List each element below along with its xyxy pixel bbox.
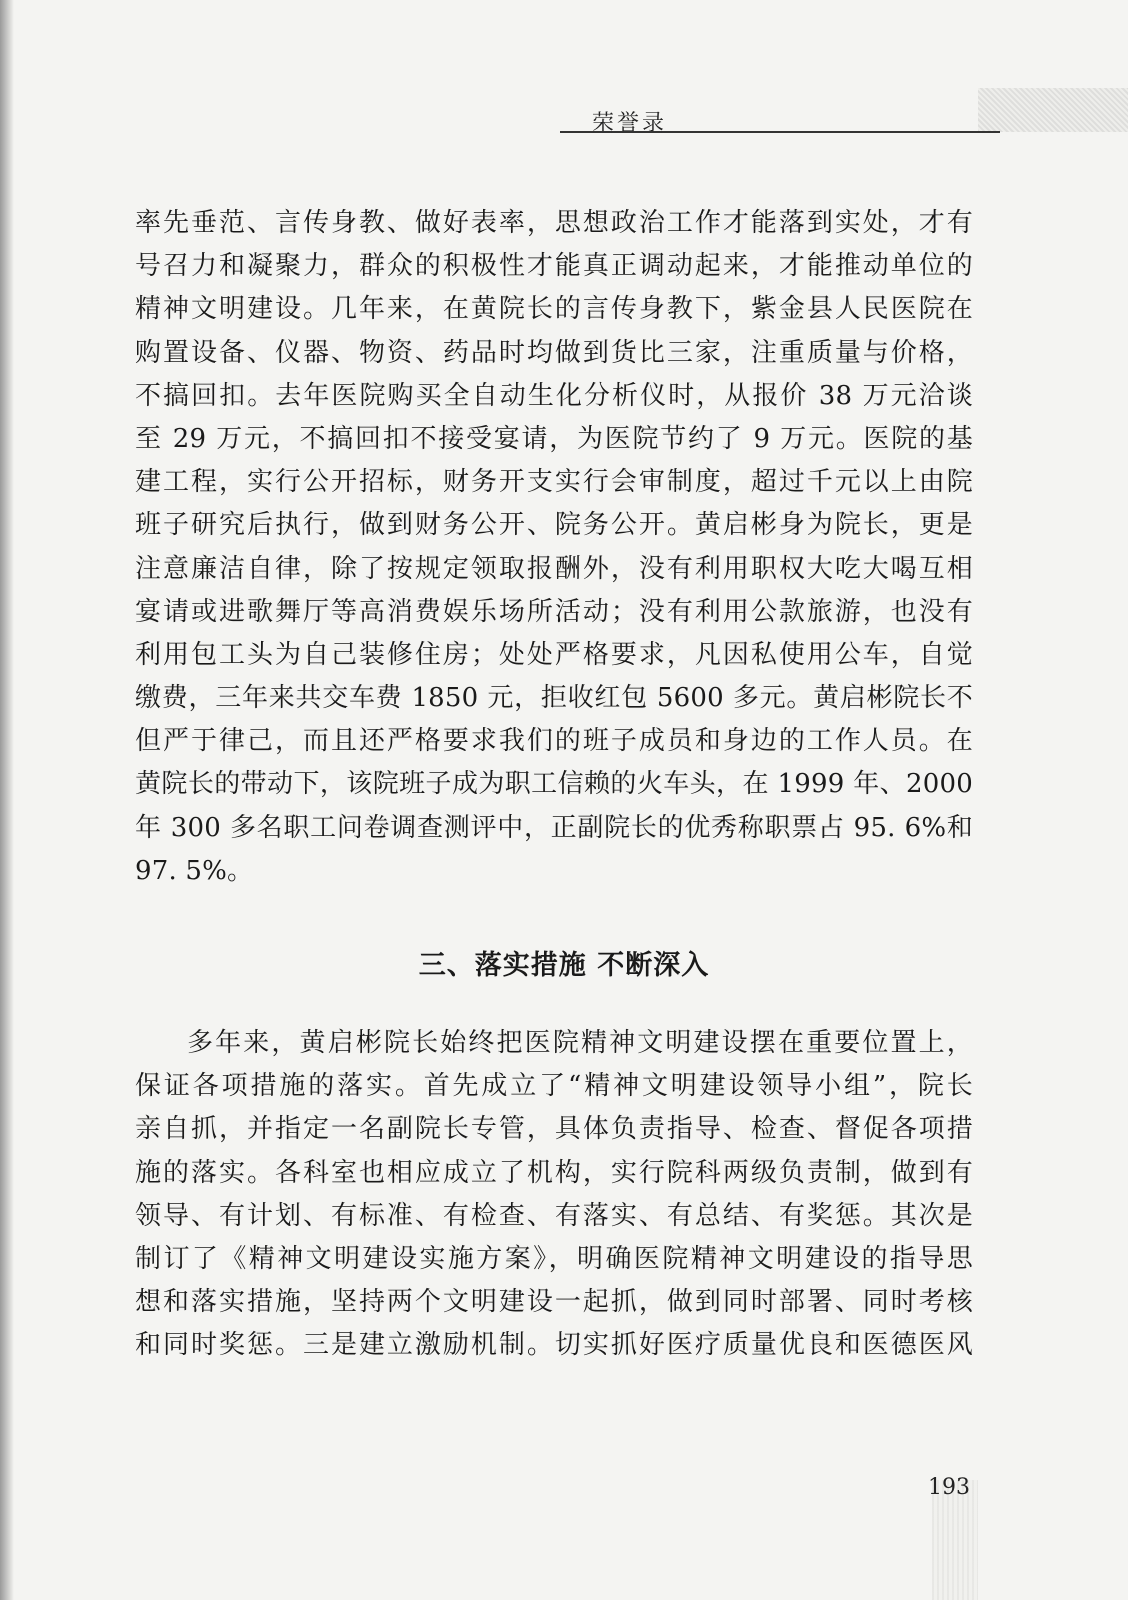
running-head: 荣誉录: [592, 111, 668, 136]
header-rule: [560, 131, 1000, 133]
text-line: 班子研究后执行，做到财务公开、院务公开。黄启彬身为院长，更是: [135, 510, 973, 541]
text-line: 率先垂范、言传身教、做好表率，思想政治工作才能落到实处，才有: [135, 208, 973, 238]
text-line: 建工程，实行公开招标，财务开支实行会审制度，超过千元以上由院: [135, 467, 973, 498]
text-line: 精神文明建设。几年来，在黄院长的言传身教下，紫金县人民医院在: [135, 294, 973, 325]
text-line: 领导、有计划、有标准、有检查、有落实、有总结、有奖惩。其次是: [135, 1200, 973, 1231]
text-line: 注意廉洁自律，除了按规定领取报酬外，没有利用职权大吃大喝互相: [135, 553, 973, 584]
text-line: 年 300 多名职工问卷调查测评中，正副院长的优秀称职票占 95. 6%和: [135, 812, 973, 843]
text-line: 宴请或进歌舞厅等高消费娱乐场所活动；没有利用公款旅游，也没有: [135, 596, 973, 627]
text-line: 号召力和凝聚力，群众的积极性才能真正调动起来，才能推动单位的: [135, 251, 973, 282]
text-line: 97. 5%。: [135, 855, 254, 886]
text-line: 保证各项措施的落实。首先成立了“精神文明建设领导小组”，院长: [135, 1071, 973, 1102]
text-line: 缴费，三年来共交车费 1850 元，拒收红包 5600 多元。黄启彬院长不: [135, 683, 973, 714]
section-heading: 三、落实措施 不断深入: [418, 950, 710, 981]
text-line: 购置设备、仪器、物资、药品时均做到货比三家，注重质量与价格，: [135, 337, 973, 368]
text-line: 不搞回扣。去年医院购买全自动生化分析仪时，从报价 38 万元洽谈: [135, 380, 973, 411]
body-paragraph-2: [135, 1022, 973, 1368]
body-paragraph-1: [135, 202, 973, 893]
text-line: 制订了《精神文明建设实施方案》，明确医院精神文明建设的指导思: [135, 1243, 973, 1274]
text-line: 多年来，黄启彬院长始终把医院精神文明建设摆在重要位置上，: [187, 1028, 973, 1058]
text-line: 黄院长的带动下，该院班子成为职工信赖的火车头，在 1999 年、2000: [135, 769, 973, 800]
text-line: 施的落实。各科室也相应成立了机构，实行院科两级负责制，做到有: [135, 1157, 973, 1188]
scan-noise-corner: [978, 88, 1128, 132]
text-line: 想和落实措施，坚持两个文明建设一起抓，做到同时部署、同时考核: [135, 1287, 973, 1318]
text-line: 但严于律己，而且还严格要求我们的班子成员和身边的工作人员。在: [135, 726, 973, 757]
text-line: 和同时奖惩。三是建立激励机制。切实抓好医疗质量优良和医德医风: [135, 1330, 973, 1361]
page-number: 193: [928, 1475, 970, 1500]
scan-edge-shadow: [0, 0, 14, 1600]
text-line: 利用包工头为自己装修住房；处处严格要求，凡因私使用公车，自觉: [135, 639, 973, 670]
text-line: 亲自抓，并指定一名副院长专管，具体负责指导、检查、督促各项措: [135, 1114, 973, 1145]
text-line: 至 29 万元，不搞回扣不接受宴请，为医院节约了 9 万元。医院的基: [135, 423, 973, 454]
